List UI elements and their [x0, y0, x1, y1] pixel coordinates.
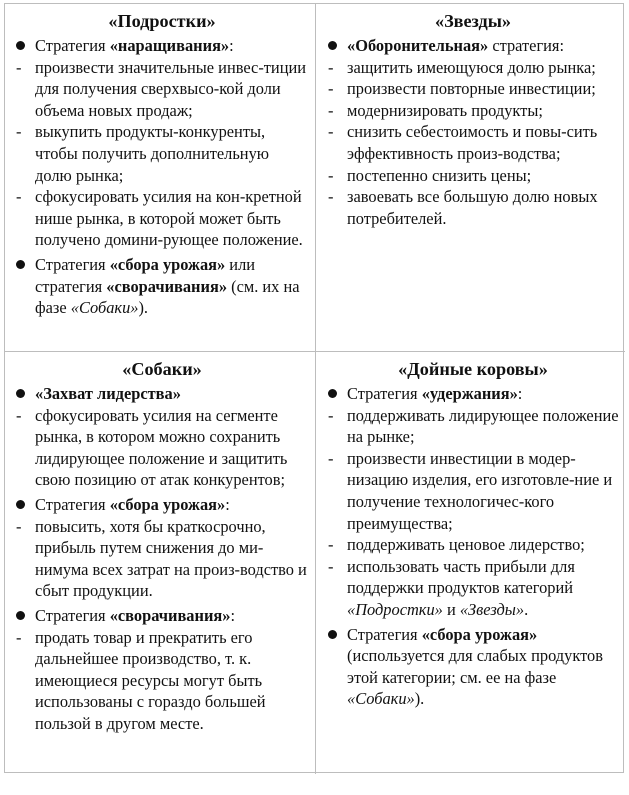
- dash-marker: -: [16, 122, 22, 142]
- dash-marker: -: [328, 187, 334, 207]
- dash-marker: -: [328, 535, 334, 555]
- dash-marker: -: [328, 79, 334, 99]
- cell-doynye-korovy: [315, 351, 625, 774]
- dash-marker: -: [328, 405, 334, 425]
- bullet-item: «Захват лидерства»: [15, 383, 309, 405]
- dash-marker: -: [328, 165, 334, 185]
- dash-marker: -: [16, 405, 22, 425]
- dash-item: - поддерживать лидирующее положение на рынке;: [328, 405, 619, 447]
- cell-title: «Дойные коровы»: [398, 359, 548, 379]
- cell-title: «Звезды»: [434, 11, 512, 31]
- dash-marker: -: [328, 556, 334, 576]
- dash-item: - постепенно снизить цены;: [328, 165, 532, 185]
- dash-item: - произвести инвестиции в модер-низацию изделия, его изготовле-ние и получение технологичес-кого преимущества;: [328, 448, 613, 533]
- dash-marker: -: [328, 57, 334, 77]
- dash-marker: -: [328, 100, 334, 120]
- bullet-item: Стратегия «удержания»:: [327, 383, 619, 405]
- dash-item: - защитить имеющуюся долю рынка;: [328, 57, 596, 77]
- dash-item: - произвести повторные инвестиции;: [328, 79, 596, 99]
- dash-item: - использовать часть прибыли для поддержки продуктов категорий «Подростки» и «Звезды».: [328, 556, 575, 619]
- dash-marker: -: [16, 57, 22, 77]
- bullet-item: Стратегия «наращивания»:: [15, 35, 309, 57]
- cell-title: «Собаки»: [122, 359, 202, 379]
- bullet-dot: [328, 389, 337, 398]
- bullet-dot: [328, 630, 337, 639]
- dash-item: - поддерживать ценовое лидерство;: [328, 535, 585, 555]
- dash-item: - сфокусировать усилия на сегменте рынка, в котором можно сохранить лидирующее положение и защитить свою позицию от атак конкурентов;: [16, 405, 288, 490]
- bullet-item: Стратегия «сбора урожая» (используется для слабых продуктов этой категории; см. ее на фазе «Собаки»).: [327, 624, 619, 710]
- dash-marker: -: [16, 516, 22, 536]
- dash-marker: -: [328, 448, 334, 468]
- cell-zvezdy: [315, 4, 625, 351]
- dash-item: - завоевать все большую долю новых потребителей.: [328, 187, 598, 228]
- dash-marker: -: [328, 122, 334, 142]
- bullet-dot: [16, 611, 25, 620]
- bullet-dot: [328, 41, 337, 50]
- bullet-item: «Оборонительная» стратегия:: [327, 35, 619, 57]
- dash-item: - снизить себестоимость и повы-сить эффективность произ-водства;: [328, 122, 598, 163]
- dash-item: - продать товар и прекратить его дальнейшее производство, т. к. имеющиеся ресурсы могут быть использованы с гораздо большей пользой в другом месте.: [16, 627, 266, 733]
- dash-marker: -: [16, 627, 22, 647]
- bullet-item: Стратегия «сворачивания»:: [15, 605, 309, 627]
- dash-item: - выкупить продукты-конкуренты, чтобы получить дополнительную долю рынка;: [16, 122, 270, 185]
- bullet-item: Стратегия «сбора урожая»:: [15, 494, 309, 516]
- dash-item: - модернизировать продукты;: [328, 100, 543, 120]
- cell-title: «Подростки»: [108, 11, 216, 31]
- bullet-dot: [16, 389, 25, 398]
- cell-sobaki: [5, 351, 315, 774]
- dash-marker: -: [16, 187, 22, 207]
- dash-item: - повысить, хотя бы краткосрочно, прибыль путем снижения до ми-нимума всех затрат на произ-водство и сбыт продукции.: [16, 516, 307, 601]
- bullet-dot: [16, 500, 25, 509]
- cell-podrostki: [5, 4, 315, 351]
- strategy-matrix: [4, 3, 624, 773]
- dash-item: - произвести значительные инвес-тиции для получения сверхвысо-кой доли объема новых продаж;: [16, 57, 307, 120]
- bullet-item: Стратегия «сбора урожая» или стратегия «сворачивания» (см. их на фазе «Собаки»).: [15, 254, 309, 319]
- dash-item: - сфокусировать усилия на кон-кретной нише рынка, в которой может быть получено домини-рующее положение.: [16, 187, 303, 250]
- bullet-dot: [16, 260, 25, 269]
- bullet-dot: [16, 41, 25, 50]
